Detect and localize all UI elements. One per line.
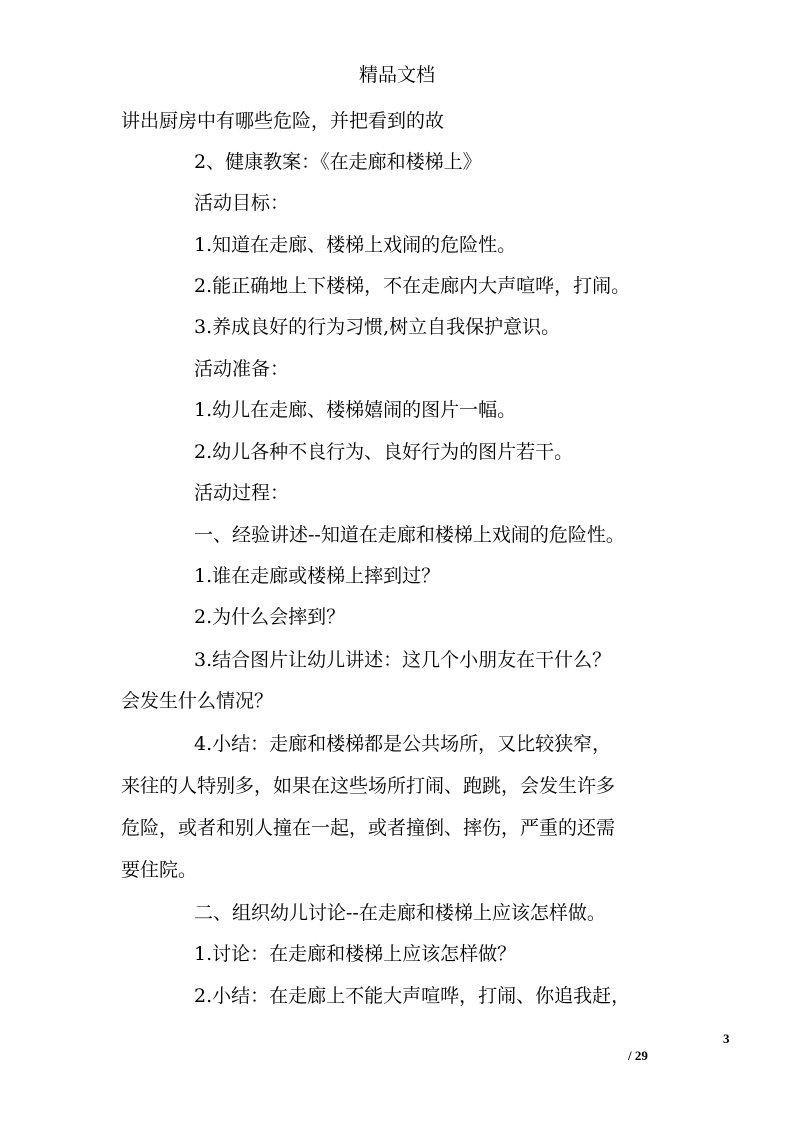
text-line: 1.幼儿在走廊、楼梯嬉闹的图片一幅。 [194,399,517,421]
text-line: 二、组织幼儿讨论--在走廊和楼梯上应该怎样做。 [194,902,606,924]
text-line: 危险，或者和别人撞在一起，或者撞倒、摔伤，严重的还需 [121,817,616,839]
text-line: 来往的人特别多，如果在这些场所打闹、跑跳，会发生许多 [121,775,616,797]
text-line: 2.幼儿各种不良行为、良好行为的图片若干。 [194,441,574,463]
text-line: 3.结合图片让幼儿讲述：这几个小朋友在干什么？ [194,649,612,671]
text-line: 活动目标： [194,192,290,214]
text-line: 2.小结：在走廊上不能大声喧哗，打闹、你追我赶， [194,985,631,1007]
text-line: 活动过程： [194,482,290,504]
text-line: 2.为什么会摔到？ [194,606,346,628]
page-total: / 29 [628,1048,648,1063]
text-line: 2.能正确地上下楼梯，不在走廊内大声喧哗，打闹。 [194,275,631,297]
text-line: 1.谁在走廊或楼梯上摔到过？ [194,565,441,587]
text-line: 要住院。 [121,859,198,881]
text-line: 1.知道在走廊、楼梯上戏闹的危险性。 [194,234,517,256]
text-line: 活动准备： [194,358,290,380]
text-line: 讲出厨房中有哪些危险，并把看到的故 [121,110,445,132]
page-number: 3 [723,1031,730,1046]
text-line: 2、健康教案：《在走廊和楼梯上》 [194,151,482,173]
text-line: 1.讨论：在走廊和楼梯上应该怎样做？ [194,943,517,965]
text-line: 一、经验讲述--知道在走廊和楼梯上戏闹的危险性。 [194,524,625,546]
text-line: 3.养成良好的行为习惯,树立自我保护意识。 [194,316,561,338]
text-line: 4.小结：走廊和楼梯都是公共场所，又比较狭窄， [194,733,612,755]
page-header-title: 精品文档 [358,64,435,86]
text-line: 会发生什么情况？ [121,690,274,712]
